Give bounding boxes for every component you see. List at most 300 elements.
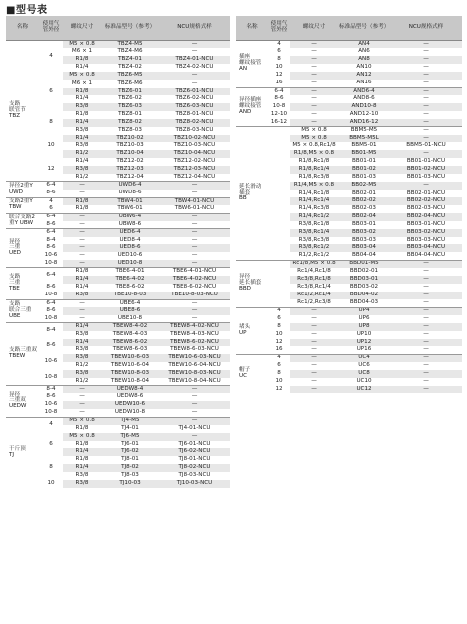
- table-row: [6, 190, 230, 198]
- thread-size-cell: R1/8,Rc1/4: [290, 166, 338, 174]
- ncu-spec-cell: TBEW8-6-03-NCU: [170, 346, 219, 353]
- thread-size-cell: R3/8,Rc3/8: [298, 236, 330, 243]
- thread-size-cell: R1/2: [75, 362, 89, 369]
- thread-size-cell: R1/8,M5 × 0.8: [290, 150, 338, 158]
- product-name-line: 异径: [9, 238, 21, 245]
- standard-model-cell: BB03-01: [352, 220, 376, 227]
- table-row: [236, 315, 462, 323]
- standard-model-cell: TBEW10-8-03: [101, 370, 159, 378]
- thread-size-cell: R1/4,Rc1/8: [298, 189, 330, 196]
- thread-size-cell: R1/4: [75, 283, 89, 290]
- tube-diameter-cell: [268, 127, 290, 260]
- table-row: [6, 292, 230, 300]
- tube-diameter-cell: 10: [268, 331, 290, 339]
- tube-diameter-cell: 10-8: [39, 315, 63, 323]
- thread-size-cell: Rc1/8,M5 × 0.8: [290, 260, 338, 268]
- thread-size-cell: R1/4: [75, 95, 89, 102]
- standard-model-cell: TBEW8-4-02: [101, 323, 159, 331]
- ncu-spec-cell: TBEW10-8-03-NCU: [159, 370, 230, 378]
- ncu-spec-cell: —: [159, 72, 230, 80]
- tube-diameter-cell: 10-6: [39, 354, 63, 370]
- table-row: [6, 299, 230, 307]
- table-row: [236, 41, 462, 49]
- ncu-spec-cell: —: [390, 307, 462, 315]
- ncu-spec-cell: —: [390, 135, 462, 143]
- thread-size-cell: —: [290, 307, 338, 315]
- ncu-spec-cell: —: [423, 64, 429, 71]
- standard-model-cell: UED8-4: [119, 236, 141, 243]
- ncu-spec-cell: TBEW8-4-03-NCU: [170, 330, 219, 337]
- standard-model-cell: TBEW10-6-03: [101, 354, 159, 362]
- thread-size-cell: Rc1/4,Rc1/8: [297, 267, 331, 274]
- product-name-line: TBZ: [9, 113, 21, 120]
- standard-model-cell: TBZ12-03: [101, 166, 159, 174]
- ncu-spec-cell: —: [191, 220, 198, 227]
- ncu-spec-cell: BB02-03-NCU: [406, 205, 446, 212]
- standard-model-cell: TBW4-01: [101, 197, 159, 205]
- table-row: [6, 354, 230, 362]
- header-standard-model: 标准品型号（参考）: [338, 16, 390, 41]
- tube-diameter-cell: 16: [268, 80, 290, 88]
- thread-size-cell: R3/8: [63, 354, 101, 362]
- ncu-spec-cell: —: [390, 260, 462, 268]
- product-name-line: 延长滑动: [239, 183, 262, 190]
- product-name-line: 帽子: [239, 367, 251, 374]
- ncu-spec-cell: —: [390, 56, 462, 64]
- standard-model-cell: AN12: [338, 72, 390, 80]
- thread-size-cell: M6 × 1: [71, 48, 93, 55]
- thread-size-cell: R1/4: [63, 448, 101, 456]
- thread-size-cell: —: [63, 260, 101, 268]
- tube-diameter-cell: [268, 260, 290, 307]
- standard-model-cell: UEDW8-4: [101, 386, 159, 394]
- thread-size-cell: R3/8: [63, 292, 101, 300]
- standard-model-cell: BB02-02: [338, 197, 390, 205]
- table-row: [6, 401, 230, 409]
- ncu-spec-cell: TJ10-03-NCU: [159, 480, 230, 488]
- thread-size-cell: Rc3/8,Rc1/8: [290, 276, 338, 284]
- tube-diameter-cell: 12: [39, 158, 63, 182]
- standard-model-cell: TJ6-02: [101, 448, 159, 456]
- product-name-cell: [6, 386, 39, 417]
- product-name-line: AN: [239, 65, 248, 72]
- thread-size-cell: —: [290, 339, 338, 347]
- thread-size-cell: R1/2: [63, 150, 101, 158]
- thread-size-cell: —: [311, 330, 317, 337]
- standard-model-cell: TBZ10-02: [101, 135, 159, 143]
- tube-diameter-cell: 8-6: [39, 221, 63, 229]
- ncu-spec-cell: TBZ8-02-NCU: [159, 119, 230, 127]
- standard-model-cell: TBZ12-04: [116, 173, 144, 180]
- thread-size-cell: —: [63, 244, 101, 252]
- standard-model-cell: UC10: [356, 377, 372, 384]
- thread-size-cell: M5 × 0.8: [63, 41, 101, 49]
- thread-size-cell: R1/4: [63, 323, 101, 331]
- table-row: [236, 103, 462, 111]
- table-row: [6, 386, 230, 394]
- product-name-line: TBE: [9, 285, 20, 292]
- ncu-spec-cell: —: [159, 244, 230, 252]
- ncu-spec-cell: TBE6-4-02-NCU: [159, 276, 230, 284]
- table-row: [6, 260, 230, 268]
- tube-diameter-cell: 8: [39, 456, 63, 480]
- tube-diameter-cell: 6: [39, 433, 63, 457]
- tube-diameter-cell: 10: [39, 480, 63, 488]
- thread-size-cell: —: [63, 401, 101, 409]
- thread-size-cell: R1/4,Rc1/2: [290, 213, 338, 221]
- thread-size-cell: —: [63, 299, 101, 307]
- standard-model-cell: TJ8-01: [121, 456, 139, 463]
- product-name-line: 螺纹接管: [239, 103, 262, 110]
- table-row: [236, 307, 462, 315]
- product-name-line: 异径2重Y: [9, 182, 33, 189]
- ncu-spec-cell: BB01-01-NCU: [406, 158, 446, 165]
- standard-model-cell: BB02-03: [352, 205, 376, 212]
- standard-model-cell: UED8-6: [101, 244, 159, 252]
- ncu-spec-cell: —: [423, 79, 429, 86]
- standard-model-cell: UWD6-4: [101, 182, 159, 190]
- standard-model-cell: TBEW8-4-03: [112, 330, 148, 337]
- standard-model-cell: UP6: [358, 315, 370, 322]
- thread-size-cell: R3/8: [63, 370, 101, 378]
- tube-diameter-cell: 12-10: [268, 111, 290, 119]
- product-name-cell: [236, 88, 268, 127]
- tube-diameter-cell: 8-6: [39, 393, 63, 401]
- standard-model-cell: BB03-03: [352, 236, 376, 243]
- thread-size-cell: —: [79, 220, 85, 227]
- tube-diameter-cell: 6-4: [268, 88, 290, 96]
- ncu-spec-cell: TJ8-02-NCU: [159, 464, 230, 472]
- standard-model-cell: UBE10-8: [117, 315, 143, 321]
- table-row: [6, 213, 230, 221]
- thread-size-cell: R1/4: [63, 119, 101, 127]
- standard-model-cell: TJ6-M5: [101, 433, 159, 441]
- tube-diameter-cell: 10: [268, 378, 290, 386]
- ncu-spec-cell: TBEW10-8-04-NCU: [168, 377, 221, 384]
- standard-model-cell: UBE6-4: [101, 299, 159, 307]
- product-name-line: 支路三重双: [9, 347, 37, 354]
- product-name-line: 插套: [239, 189, 251, 196]
- table-row: [236, 95, 462, 103]
- page-title: ■型号表: [6, 5, 48, 16]
- table-row: [6, 237, 230, 245]
- ncu-spec-cell: TJ6-01-NCU: [178, 440, 211, 447]
- standard-model-cell: UP16: [356, 346, 372, 353]
- ncu-spec-cell: TBE8-6-02-NCU: [172, 283, 217, 290]
- thread-size-cell: R3/8: [63, 103, 101, 111]
- standard-model-cell: AND12-10: [349, 111, 379, 118]
- tube-diameter-cell: 10: [268, 64, 290, 72]
- thread-size-cell: R1/4: [63, 464, 101, 472]
- product-name-cell: [236, 260, 268, 307]
- thread-size-cell: R1/4: [75, 64, 89, 71]
- table-row: [6, 409, 230, 417]
- thread-size-cell: Rc1/2,Rc3/8: [297, 299, 331, 306]
- table-row: [6, 252, 230, 260]
- ncu-spec-cell: —: [423, 330, 429, 337]
- tube-diameter-cell: 6: [39, 205, 63, 213]
- tube-diameter-cell: 6: [268, 315, 290, 323]
- thread-size-cell: R1/8: [63, 56, 101, 64]
- thread-size-cell: R3/8: [75, 142, 89, 149]
- table-row: [6, 417, 230, 425]
- table-row: [236, 354, 462, 362]
- table-row: [236, 80, 462, 88]
- ncu-spec-cell: TBE6-4-01-NCU: [159, 268, 230, 276]
- thread-size-cell: —: [79, 409, 85, 415]
- standard-model-cell: AND6-4: [338, 88, 390, 96]
- table-row: [6, 244, 230, 252]
- product-name-cell: [6, 323, 39, 386]
- standard-model-cell: BB01-01: [352, 158, 376, 165]
- ncu-spec-cell: —: [159, 433, 230, 441]
- ncu-spec-cell: BB03-02-NCU: [390, 229, 462, 237]
- standard-model-cell: TBZ6-M5: [101, 72, 159, 80]
- product-name-line: UWD: [9, 188, 23, 195]
- ncu-spec-cell: —: [191, 393, 198, 400]
- thread-size-cell: R1/2: [75, 173, 89, 180]
- thread-size-cell: —: [79, 252, 85, 259]
- thread-size-cell: R3/8,Rc1/2: [290, 244, 338, 252]
- table-row: [236, 72, 462, 80]
- ncu-spec-cell: —: [390, 41, 462, 49]
- tube-diameter-cell: 6: [268, 48, 290, 56]
- tube-diameter-cell: 16: [268, 346, 290, 354]
- product-name-line: 支路: [9, 273, 21, 280]
- standard-model-cell: AN4: [338, 41, 390, 49]
- standard-model-cell: BBM5-01: [351, 142, 377, 149]
- tube-diameter-cell: 6-4: [39, 182, 63, 190]
- thread-size-cell: —: [290, 72, 338, 80]
- thread-size-cell: R1/4,M5 × 0.8: [290, 182, 338, 190]
- tube-diameter-cell: 8: [268, 323, 290, 331]
- ncu-spec-cell: TBZ6-03-NCU: [159, 103, 230, 111]
- ncu-spec-cell: TBE10-8-03-NCU: [159, 292, 230, 300]
- tube-diameter-cell: 10: [39, 135, 63, 159]
- product-name-cell: [6, 182, 39, 198]
- standard-model-cell: TJ10-03: [101, 480, 159, 488]
- thread-size-cell: R1/4: [75, 158, 89, 165]
- right-table-body: [236, 41, 462, 394]
- standard-model-cell: UEDW8-6: [116, 393, 144, 400]
- thread-size-cell: —: [79, 236, 85, 243]
- table-row: [236, 339, 462, 347]
- ncu-spec-cell: TBZ6-01-NCU: [159, 88, 230, 96]
- thread-size-cell: —: [63, 182, 101, 190]
- standard-model-cell: TBZ8-02: [101, 119, 159, 127]
- standard-model-cell: TJ4-01: [121, 424, 139, 431]
- ncu-spec-cell: TBZ8-03-NCU: [175, 126, 214, 133]
- table-row: [6, 339, 230, 347]
- standard-model-cell: UBW6-4: [101, 213, 159, 221]
- ncu-spec-cell: —: [390, 323, 462, 331]
- left-table-body: [6, 41, 230, 488]
- thread-size-cell: —: [311, 362, 317, 369]
- ncu-spec-cell: —: [423, 362, 429, 369]
- ncu-spec-cell: —: [159, 229, 230, 237]
- tube-diameter-cell: 8-4: [39, 237, 63, 245]
- standard-model-cell: TJ8-03: [121, 471, 139, 478]
- standard-model-cell: UC12: [338, 386, 390, 394]
- product-name-line: 延长插套: [239, 279, 262, 286]
- tube-diameter-cell: 10-8: [39, 370, 63, 386]
- ncu-spec-cell: —: [390, 127, 462, 135]
- thread-size-cell: —: [311, 377, 317, 384]
- product-name-line: 三重: [9, 279, 21, 286]
- thread-size-cell: R3/8: [75, 471, 89, 478]
- thread-size-cell: R1/8: [75, 424, 89, 431]
- standard-model-cell: UC8: [338, 370, 390, 378]
- ncu-spec-cell: TBEW10-6-03-NCU: [159, 354, 230, 362]
- tube-diameter-cell: 8-6: [39, 190, 63, 198]
- ncu-spec-cell: —: [159, 401, 230, 409]
- thread-size-cell: —: [79, 189, 85, 196]
- thread-size-cell: M5 × 0.8: [290, 127, 338, 135]
- table-row: [236, 370, 462, 378]
- standard-model-cell: AND10-8: [338, 103, 390, 111]
- standard-model-cell: UP12: [338, 339, 390, 347]
- product-name-cell: [6, 41, 39, 182]
- ncu-spec-cell: —: [390, 292, 462, 300]
- ncu-spec-cell: —: [159, 299, 230, 307]
- tube-diameter-cell: 6-4: [39, 213, 63, 221]
- header-standard-model: 标准品型号（参考）: [101, 16, 159, 41]
- ncu-spec-cell: TBW4-01-NCU: [159, 197, 230, 205]
- product-name-line: UED: [9, 250, 21, 257]
- product-name-line: AND: [239, 109, 252, 116]
- product-name-line: TJ: [9, 451, 15, 458]
- thread-size-cell: R1/4,Rc3/8: [298, 205, 330, 212]
- thread-size-cell: R1/8: [75, 205, 89, 211]
- product-name-line: UBE: [9, 313, 21, 320]
- thread-size-cell: —: [290, 41, 338, 49]
- table-row: [236, 346, 462, 354]
- thread-size-cell: R1/8: [75, 111, 89, 118]
- ncu-spec-cell: —: [159, 386, 230, 394]
- header-ncu-spec: NCU规格式样: [390, 16, 462, 41]
- product-name-cell: [6, 417, 39, 488]
- product-name-cell: [236, 41, 268, 88]
- product-name-line: 联管节: [9, 107, 26, 114]
- standard-model-cell: TBE10-8-03: [101, 292, 159, 300]
- ncu-spec-cell: TBZ4-02-NCU: [175, 64, 214, 71]
- table-row: [6, 307, 230, 315]
- ncu-spec-cell: BBM5-01-NCU: [406, 142, 446, 149]
- standard-model-cell: TBZ8-01: [118, 111, 142, 118]
- tube-diameter-cell: 8-6: [268, 95, 290, 103]
- ncu-spec-cell: —: [191, 315, 198, 321]
- thread-size-cell: M5 × 0.8: [63, 72, 101, 80]
- product-name-line: 支路2重Y: [9, 198, 33, 205]
- thread-size-cell: —: [290, 103, 338, 111]
- product-name-line: 支路: [9, 301, 21, 308]
- thread-size-cell: R3/8: [63, 166, 101, 174]
- thread-size-cell: R1/8,Rc1/8: [298, 158, 330, 165]
- standard-model-cell: BB04-04: [352, 252, 376, 259]
- standard-model-cell: TBEW10-6-04: [110, 362, 150, 369]
- standard-model-cell: TBZ6-M6: [117, 79, 143, 86]
- table-row: [6, 229, 230, 237]
- standard-model-cell: UP10: [356, 330, 372, 337]
- standard-model-cell: BB02-01: [352, 189, 376, 196]
- ncu-spec-cell: —: [159, 417, 230, 425]
- thread-size-cell: M5 × 0.8: [63, 433, 101, 441]
- standard-model-cell: BB02-04: [338, 213, 390, 221]
- tube-diameter-cell: 6-4: [39, 268, 63, 284]
- ncu-spec-cell: —: [423, 283, 429, 290]
- ncu-spec-cell: —: [423, 48, 429, 55]
- table-row: [6, 111, 230, 119]
- product-name-line: 重Y UBW: [9, 219, 34, 226]
- standard-model-cell: BBM5-M5: [338, 127, 390, 135]
- ncu-spec-cell: BB01-03-NCU: [406, 173, 446, 180]
- standard-model-cell: UP8: [338, 323, 390, 331]
- ncu-spec-cell: TBZ12-04-NCU: [173, 173, 216, 180]
- product-name-cell: [6, 213, 39, 229]
- ncu-spec-cell: BB02-01-NCU: [406, 189, 446, 196]
- table-row: [6, 323, 230, 331]
- standard-model-cell: TJ6-01: [121, 440, 139, 447]
- thread-size-cell: —: [79, 393, 85, 400]
- standard-model-cell: AN8: [338, 56, 390, 64]
- ncu-spec-cell: —: [390, 150, 462, 158]
- ncu-spec-cell: TBZ10-04-NCU: [159, 150, 230, 158]
- standard-model-cell: TBEW8-6-02: [101, 339, 159, 347]
- product-name-line: 联合支路2: [9, 214, 35, 221]
- product-name-line: 插座: [239, 54, 251, 61]
- tube-diameter-cell: 12: [268, 386, 290, 394]
- tube-diameter-cell: 6: [39, 72, 63, 111]
- product-name-line: TBEW: [9, 353, 26, 360]
- ncu-spec-cell: —: [423, 315, 429, 322]
- table-row: [6, 135, 230, 143]
- thread-size-cell: —: [311, 64, 317, 71]
- product-name-line: UP: [239, 329, 247, 336]
- ncu-spec-cell: —: [423, 299, 429, 306]
- ncu-spec-cell: —: [390, 370, 462, 378]
- table-row: [236, 88, 462, 96]
- standard-model-cell: UC6: [358, 362, 370, 369]
- table-row: [6, 480, 230, 488]
- right-model-table-container: [236, 16, 462, 393]
- standard-model-cell: TJ4-M5: [101, 417, 159, 425]
- thread-size-cell: R1/4: [63, 339, 101, 347]
- ncu-spec-cell: —: [390, 88, 462, 96]
- tube-diameter-cell: 8-6: [39, 244, 63, 252]
- ncu-spec-cell: —: [423, 377, 429, 384]
- tube-diameter-cell: 6: [268, 362, 290, 370]
- standard-model-cell: TBZ8-03: [118, 126, 142, 133]
- standard-model-cell: BBD03-01: [338, 276, 390, 284]
- header-name: 名称: [6, 16, 39, 41]
- standard-model-cell: TBW6-01: [117, 205, 143, 211]
- left-model-table: [6, 16, 230, 488]
- product-name-line: UEDW: [9, 403, 27, 410]
- ncu-spec-cell: —: [423, 346, 429, 353]
- standard-model-cell: BBD03-02: [349, 283, 379, 290]
- standard-model-cell: BBM5-M5L: [338, 135, 390, 143]
- ncu-spec-cell: —: [423, 267, 429, 274]
- product-name-line: BB: [239, 195, 247, 202]
- tube-diameter-cell: 16-12: [268, 119, 290, 127]
- tube-diameter-cell: 8-4: [39, 386, 63, 394]
- ncu-spec-cell: —: [423, 95, 429, 102]
- thread-size-cell: Rc1/2,Rc1/4: [290, 292, 338, 300]
- thread-size-cell: R3/8: [75, 346, 89, 353]
- thread-size-cell: —: [79, 315, 85, 321]
- thread-size-cell: R1/2,Rc1/2: [298, 252, 330, 259]
- thread-size-cell: R3/8,Rc1/4: [290, 229, 338, 237]
